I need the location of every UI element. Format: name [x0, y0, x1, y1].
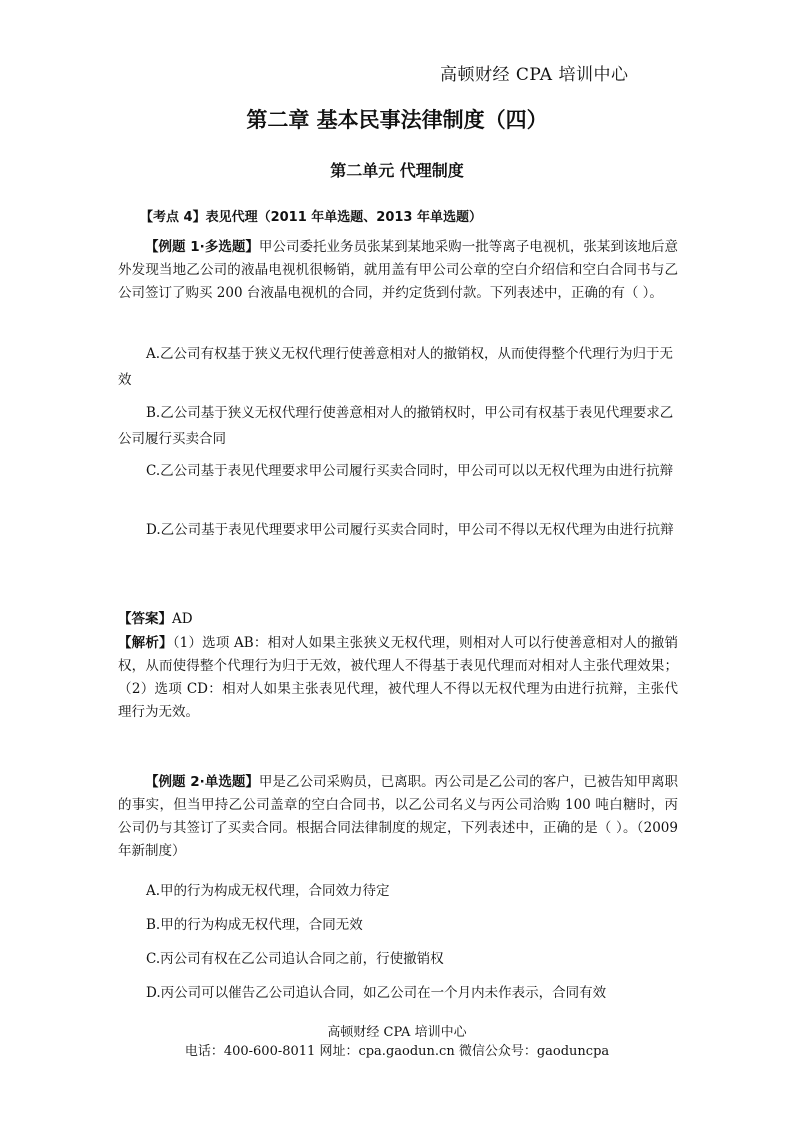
example1-option-a: A.乙公司有权基于狭义无权代理行使善意相对人的撤销权，从而使得整个代理行为归于无效 [118, 346, 674, 388]
footer-contact: 电话：400-600-8011 网址：cpa.gaodun.cn 微信公众号：gaoduncpa [184, 1044, 610, 1059]
unit-title: 第二单元 代理制度 [330, 161, 464, 180]
example2-option-b: B.甲的行为构成无权代理，合同无效 [146, 917, 363, 933]
example1-answer-line [118, 608, 678, 631]
answer-tag: 【答案】 [118, 611, 172, 627]
example2-tag: 【例题 2·单选题】 [145, 774, 259, 790]
example1-analysis [118, 632, 678, 724]
answer-value: AD [172, 611, 193, 627]
example1-option-d: D.乙公司基于表见代理要求甲公司履行买卖合同时，甲公司不得以无权代理为由进行抗辩 [146, 522, 674, 538]
analysis-text: （1）选项 AB：相对人如果主张狭义无权代理，则相对人可以行使善意相对人的撤销权，从而使得整个代理行为归于无效，被代理人不得基于表见代理而对相对人主张代理效果；（2）选项 CD：相对人如果主张表见代理，被代理人不得以无权代理为由进行抗辩，主张代理行为无效。 [118, 635, 678, 720]
example1-stem-paragraph [118, 236, 678, 305]
footer-brand: 高顿财经 CPA 培训中心 [327, 1025, 467, 1040]
example1-option-b: B.乙公司基于狭义无权代理行使善意相对人的撤销权时，甲公司有权基于表见代理要求乙公司履行买卖合同 [118, 405, 674, 447]
example1-stem: 甲公司委托业务员张某到某地采购一批等离子电视机，张某到该地后意外发现当地乙公司的液晶电视机很畅销，就用盖有甲公司公章的空白介绍信和空白合同书与乙公司签订了购买 200 台液晶电视机的合同，并约定货到付款。下列表述中，正确的有（ ）。 [118, 239, 678, 301]
exam-point-heading: 【考点 4】表见代理（2011 年单选题、2013 年单选题） [140, 210, 482, 225]
analysis-tag: 【解析】 [118, 635, 173, 651]
example2-option-a: A.甲的行为构成无权代理，合同效力待定 [146, 883, 390, 899]
header-brand: 高顿财经 CPA 培训中心 [440, 65, 629, 85]
example1-option-c: C.乙公司基于表见代理要求甲公司履行买卖合同时，甲公司可以以无权代理为由进行抗辩 [146, 463, 674, 479]
example2-stem: 甲是乙公司采购员，已离职。丙公司是乙公司的客户，已被告知甲离职的事实，但当甲持乙公司盖章的空白合同书，以乙公司名义与丙公司洽购 100 吨白糖时，丙公司仍与其签订了买卖合同。根据合同法律制度的规定，下列表述中，正确的是（ ）。（2009 年新制度） [118, 774, 678, 859]
example2-option-c: C.丙公司有权在乙公司追认合同之前，行使撤销权 [146, 951, 444, 967]
example1-tag: 【例题 1·多选题】 [145, 239, 259, 255]
chapter-title: 第二章 基本民事法律制度（四） [246, 108, 548, 132]
example2-option-d: D.丙公司可以催告乙公司追认合同，如乙公司在一个月内未作表示，合同有效 [146, 985, 607, 1001]
example2-stem-paragraph [118, 771, 678, 863]
